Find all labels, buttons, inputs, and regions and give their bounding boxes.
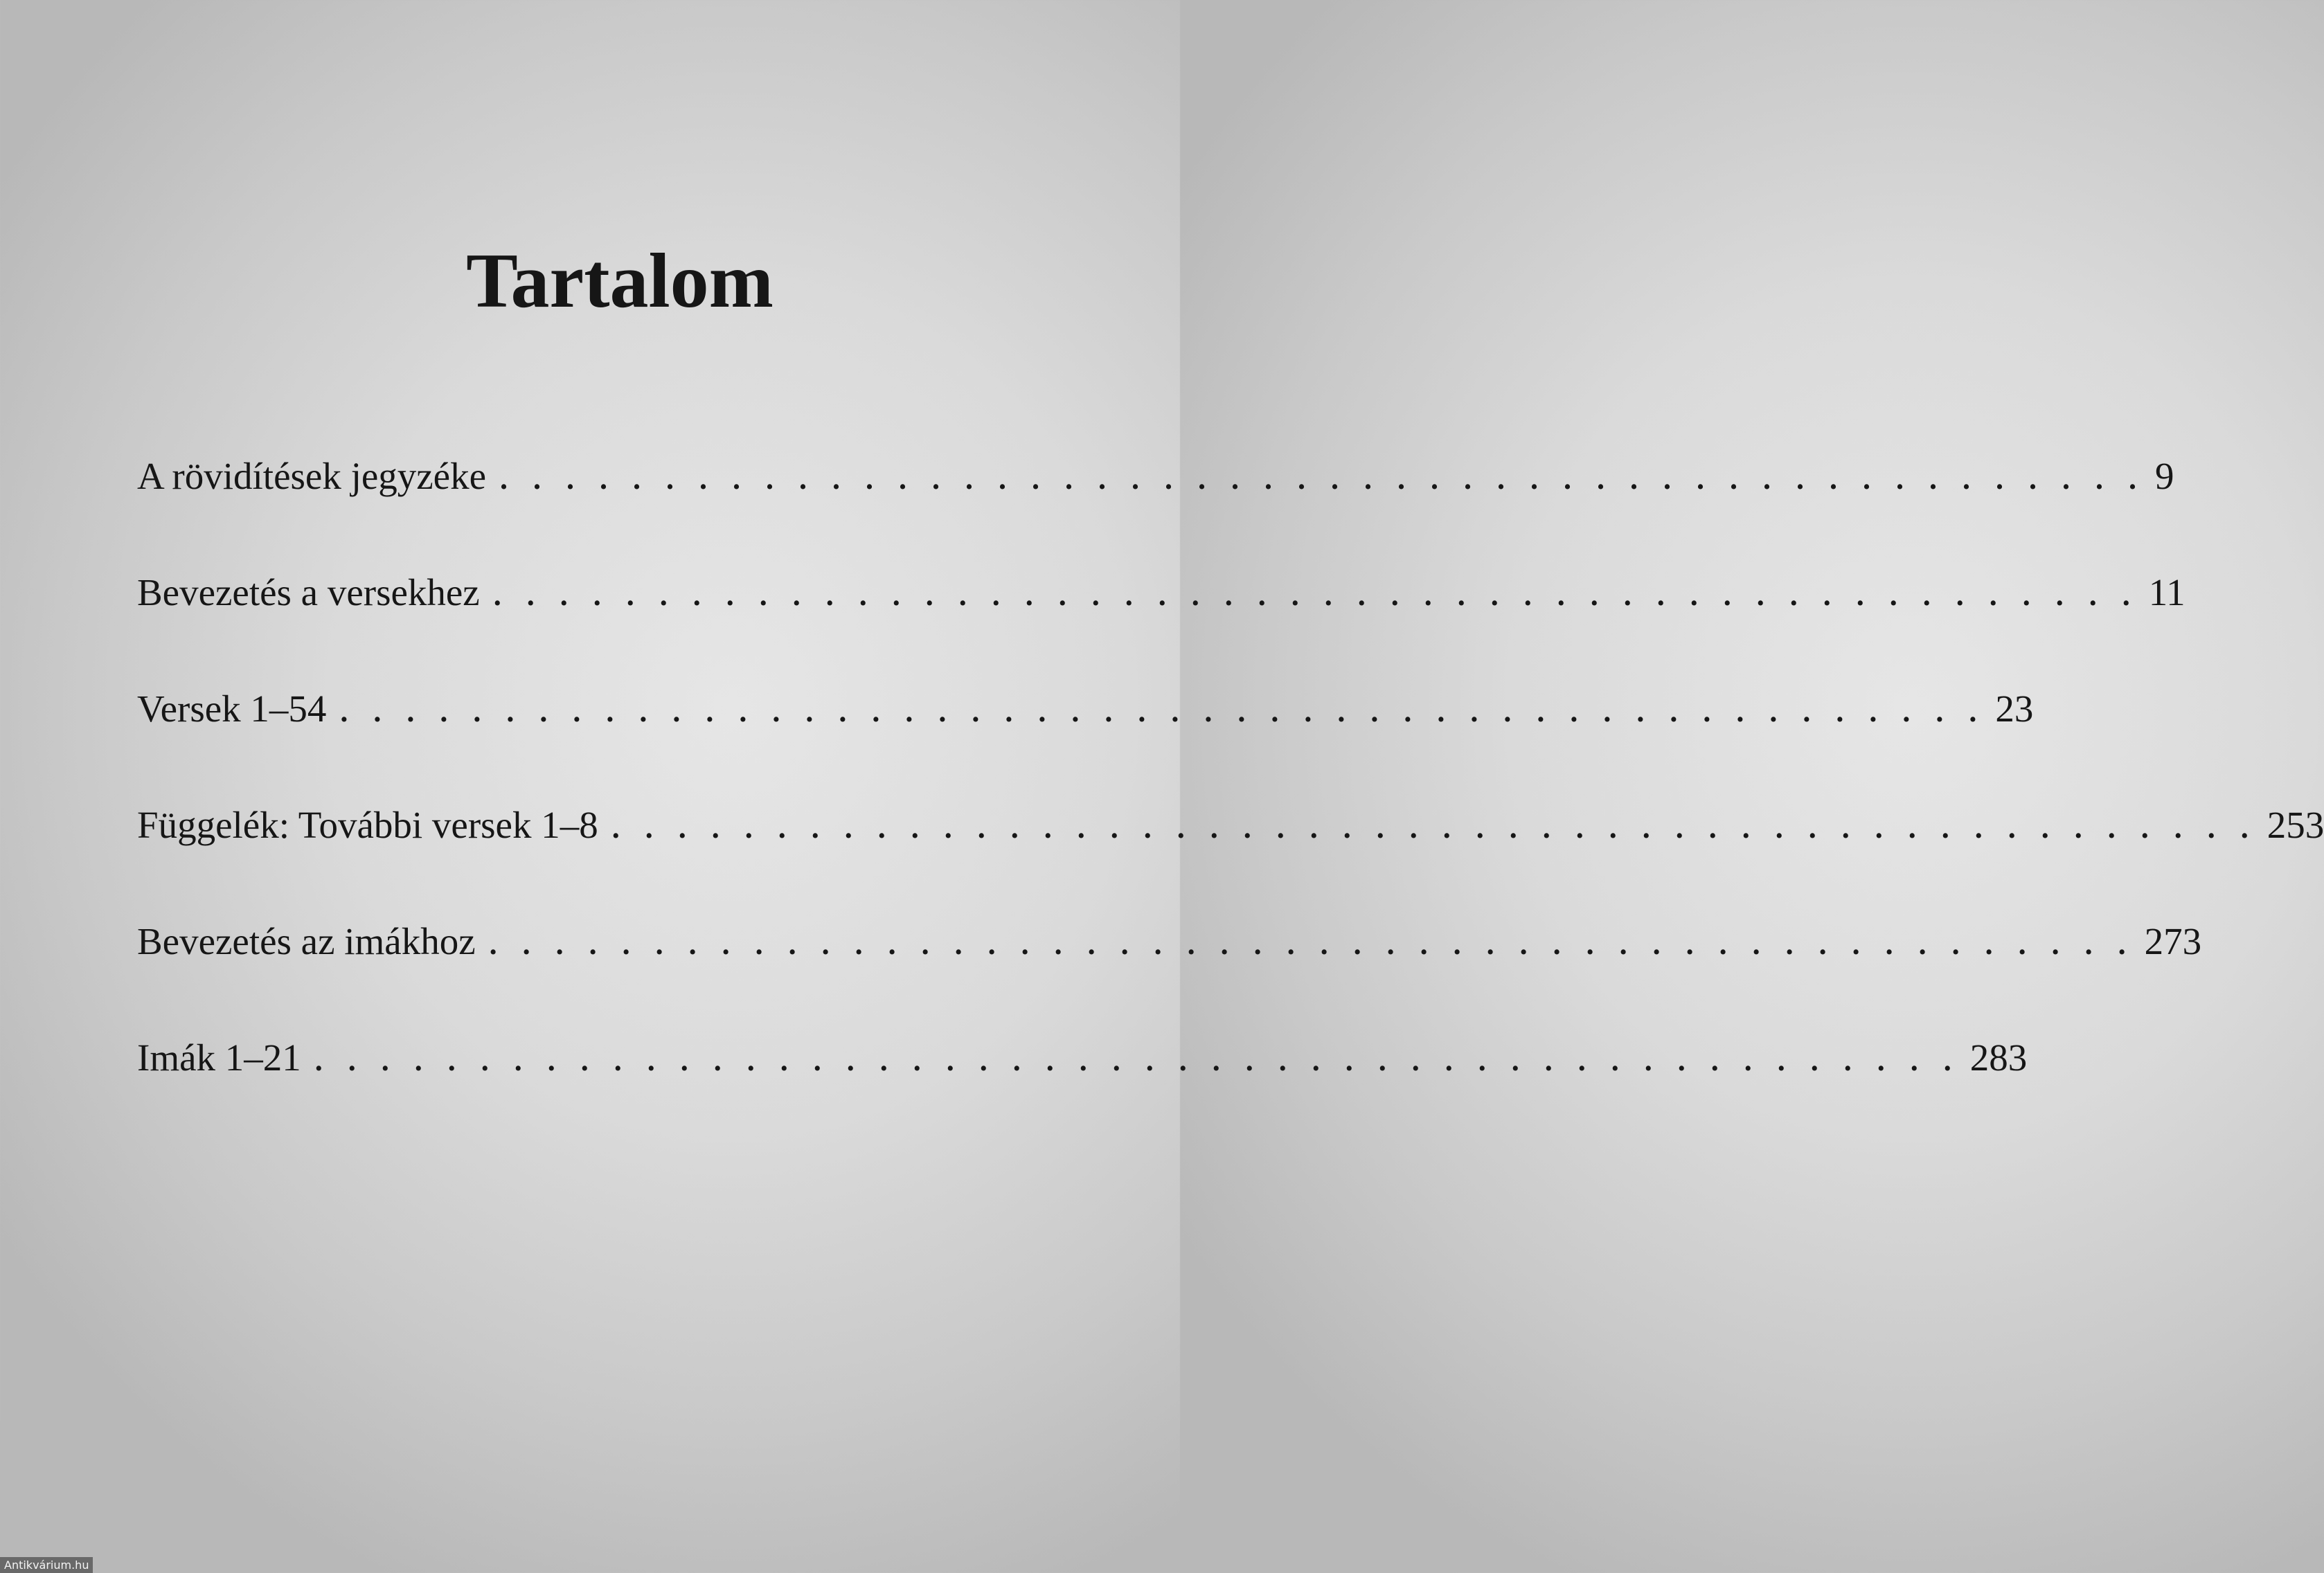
toc-entry-title: Imák 1–21	[137, 1036, 301, 1079]
toc-dot-leader: . . . . . . . . . . . . . . . . . . . . . . . . . . . . . . . . . . . . . . . . . . . . . . . . . .	[489, 927, 2135, 961]
table-of-contents	[137, 455, 2324, 1155]
toc-dot-leader: . . . . . . . . . . . . . . . . . . . . . . . . . . . . . . . . . . . . . . . . . . . . . . . . . .	[314, 1043, 1960, 1077]
toc-entry	[137, 920, 2202, 1039]
toc-entry-title: Bevezetés a versekhez	[137, 571, 480, 613]
toc-page-number: 253	[2267, 804, 2324, 846]
toc-entry-title: Függelék: További versek 1–8	[137, 804, 598, 846]
toc-dot-leader: . . . . . . . . . . . . . . . . . . . . . . . . . . . . . . . . . . . . . . . . . . . . . . . . . .	[493, 578, 2139, 612]
toc-page-number: 9	[2155, 455, 2174, 497]
toc-page-number: 11	[2148, 571, 2186, 613]
toc-dot-leader: . . . . . . . . . . . . . . . . . . . . . . . . . . . . . . . . . . . . . . . . . . . . . . . . . .	[500, 462, 2145, 496]
watermark: Antikvárium.hu	[0, 1557, 93, 1573]
toc-dot-leader: . . . . . . . . . . . . . . . . . . . . . . . . . . . . . . . . . . . . . . . . . . . . . . . . . .	[340, 694, 1986, 728]
toc-entry	[137, 804, 2324, 922]
toc-entry-title: Versek 1–54	[137, 687, 327, 730]
toc-entry	[137, 571, 2186, 690]
page-title: Tartalom	[466, 238, 774, 324]
toc-entry	[137, 687, 2034, 806]
toc-page-number: 283	[1969, 1036, 2028, 1079]
toc-entry-title: Bevezetés az imákhoz	[137, 920, 476, 962]
toc-page-number: 23	[1995, 687, 2034, 730]
toc-entry-title: A rövidítések jegyzéke	[137, 455, 486, 497]
toc-dot-leader: . . . . . . . . . . . . . . . . . . . . . . . . . . . . . . . . . . . . . . . . . . . . . . . . . .	[611, 811, 2258, 845]
toc-entry	[137, 1036, 2028, 1155]
toc-page-number: 273	[2144, 920, 2202, 962]
toc-entry	[137, 455, 2174, 573]
